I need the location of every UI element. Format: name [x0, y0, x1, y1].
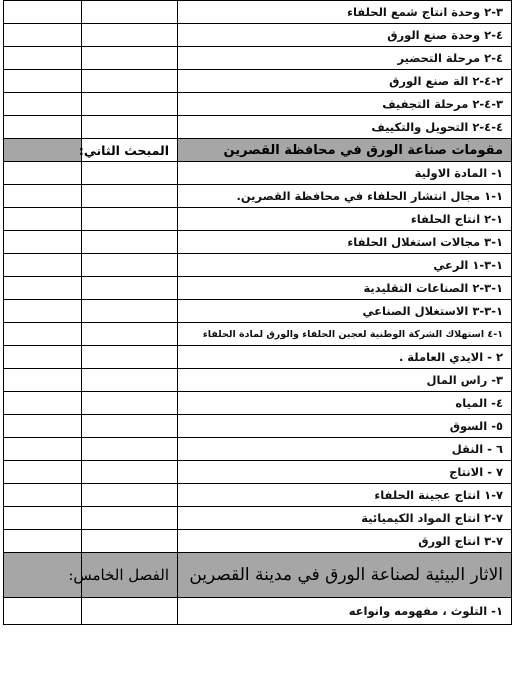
empty-cell [82, 162, 178, 185]
table-row [4, 208, 512, 231]
empty-cell [82, 277, 178, 300]
table-row [4, 323, 512, 346]
empty-cell [82, 93, 178, 116]
empty-cell [82, 438, 178, 461]
entry-text: ١-٤ استهلاك الشركة الوطنية لعجين الحلفاء والورق لمادة الحلفاء [178, 323, 512, 346]
table-row [4, 369, 512, 392]
empty-cell [82, 208, 178, 231]
table-row [4, 231, 512, 254]
empty-cell [4, 346, 82, 369]
empty-cell [4, 47, 82, 70]
table-row [4, 70, 512, 93]
empty-cell [4, 415, 82, 438]
empty-cell [82, 369, 178, 392]
entry-text: ٤-٢ مرحلة التحضير [178, 47, 512, 70]
empty-cell [4, 185, 82, 208]
empty-cell [4, 70, 82, 93]
entry-text: ١-١ مجال انتشار الحلفاء في محافظة القصرين. [178, 185, 512, 208]
section-label: الفصل الخامس: [82, 553, 178, 598]
empty-cell [82, 300, 178, 323]
empty-cell [4, 438, 82, 461]
table-row [4, 598, 512, 625]
empty-cell [82, 47, 178, 70]
entry-text: ١-٢ انتاج الحلفاء [178, 208, 512, 231]
entry-text: ١-٣-٣ الاستغلال الصناعي [178, 300, 512, 323]
section-header-row [4, 553, 512, 598]
empty-cell [82, 598, 178, 625]
empty-cell [82, 116, 178, 139]
empty-cell [4, 369, 82, 392]
contents-table [3, 0, 512, 625]
table-row [4, 24, 512, 47]
empty-cell [4, 139, 82, 162]
entry-text: ٧-٣ انتاج الورق [178, 530, 512, 553]
table-row [4, 93, 512, 116]
empty-cell [4, 598, 82, 625]
empty-cell [82, 484, 178, 507]
table-row [4, 1, 512, 24]
empty-cell [4, 93, 82, 116]
entry-text: ٧-٢ انتاج المواد الكيميائية [178, 507, 512, 530]
empty-cell [4, 162, 82, 185]
entry-text: ٣-٤-٢ مرحلة التجفيف [178, 93, 512, 116]
table-row [4, 185, 512, 208]
empty-cell [82, 392, 178, 415]
table-row [4, 346, 512, 369]
table-row [4, 438, 512, 461]
empty-cell [4, 277, 82, 300]
table-row [4, 254, 512, 277]
entry-text: ١-٣-٢ الصناعات التقليدية [178, 277, 512, 300]
empty-cell [82, 530, 178, 553]
entry-text: ٣-٢ وحدة انتاج شمع الحلفاء [178, 1, 512, 24]
empty-cell [82, 1, 178, 24]
empty-cell [82, 185, 178, 208]
table-row [4, 300, 512, 323]
entry-text: ١- المادة الاولية [178, 162, 512, 185]
empty-cell [4, 392, 82, 415]
table-row [4, 116, 512, 139]
entry-text: ٢ - الايدي العاملة . [178, 346, 512, 369]
entry-text: ١-٣-١ الرعي [178, 254, 512, 277]
empty-cell [82, 415, 178, 438]
entry-text: ٤-٤-٢ التحويل والتكييف [178, 116, 512, 139]
empty-cell [4, 461, 82, 484]
empty-cell [4, 300, 82, 323]
entry-text: ٧-١ انتاج عجينة الحلفاء [178, 484, 512, 507]
entry-text: ٤- المياه [178, 392, 512, 415]
empty-cell [82, 231, 178, 254]
empty-cell [82, 70, 178, 93]
entry-text: ١- التلوث ، مفهومه وانواعه [178, 598, 512, 625]
table-row [4, 47, 512, 70]
entry-text: ٦ - النقل [178, 438, 512, 461]
empty-cell [4, 208, 82, 231]
section-title: مقومات صناعة الورق في محافظة القصرين [178, 139, 512, 162]
table-row [4, 277, 512, 300]
entry-text: ٧ - الانتاج [178, 461, 512, 484]
empty-cell [82, 254, 178, 277]
empty-cell [4, 530, 82, 553]
empty-cell [4, 323, 82, 346]
empty-cell [4, 116, 82, 139]
table-row [4, 530, 512, 553]
table-row [4, 507, 512, 530]
table-row [4, 392, 512, 415]
section-title: الاثار البيئية لصناعة الورق في مدينة القصرين [178, 553, 512, 598]
empty-cell [82, 323, 178, 346]
entry-text: ٤-٢ وحدة صنع الورق [178, 24, 512, 47]
table-row [4, 484, 512, 507]
empty-cell [82, 24, 178, 47]
section-header-row [4, 139, 512, 162]
empty-cell [4, 484, 82, 507]
empty-cell [82, 346, 178, 369]
section-label: المبحث الثاني: [82, 139, 178, 162]
entry-text: ٣- راس المال [178, 369, 512, 392]
entry-text: ١-٣ مجالات استغلال الحلفاء [178, 231, 512, 254]
table-row [4, 415, 512, 438]
empty-cell [82, 461, 178, 484]
entry-text: ٢-٤-٢ الة صنع الورق [178, 70, 512, 93]
entry-text: ٥- السوق [178, 415, 512, 438]
empty-cell [82, 507, 178, 530]
empty-cell [4, 507, 82, 530]
empty-cell [4, 1, 82, 24]
empty-cell [4, 254, 82, 277]
empty-cell [4, 24, 82, 47]
empty-cell [4, 231, 82, 254]
table-row [4, 162, 512, 185]
table-row [4, 461, 512, 484]
